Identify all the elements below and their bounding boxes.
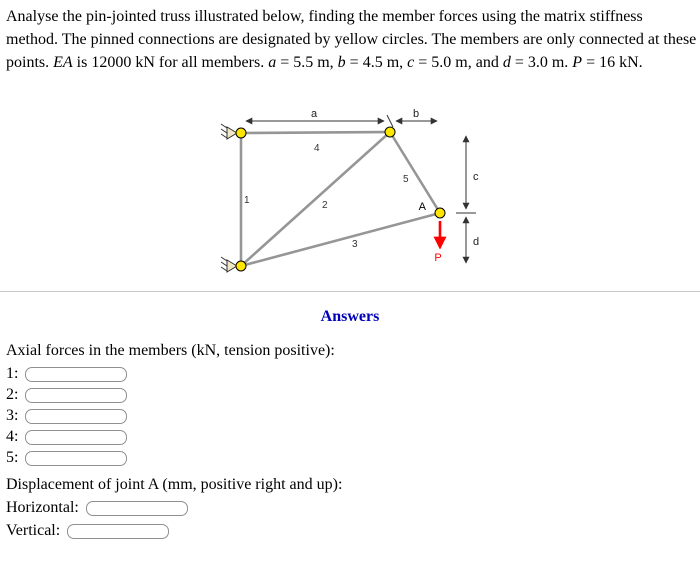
- problem-text-p: P: [572, 54, 583, 71]
- member-4-label: 4: [314, 143, 320, 154]
- member-2-answer-label: 2:: [6, 386, 19, 403]
- dim-d-label: d: [473, 236, 480, 248]
- dimension-a: [246, 115, 393, 127]
- joint-top-left: [236, 128, 246, 138]
- dim-b-label: b: [412, 108, 420, 120]
- member-1-label: 1: [244, 195, 250, 206]
- vertical-label: Vertical:: [6, 522, 61, 539]
- pin-support-bottom: [221, 257, 237, 272]
- problem-text: = 4.5 m,: [345, 54, 408, 71]
- horizontal-displacement-row: [6, 499, 188, 517]
- problem-statement: [6, 5, 697, 74]
- member-5-label: 5: [403, 174, 409, 185]
- member-force-row-5: [6, 449, 127, 467]
- dim-a-label: a: [310, 108, 318, 120]
- horizontal-displacement-input[interactable]: [86, 501, 188, 516]
- joint-a: [435, 208, 445, 218]
- member-force-row-3: [6, 407, 127, 425]
- problem-text: = 5.5 m,: [276, 54, 338, 71]
- member-1-force-input[interactable]: [25, 367, 127, 382]
- horizontal-label: Horizontal:: [6, 499, 79, 516]
- axial-forces-prompt: Axial forces in the members (kN, tension positive):: [6, 342, 335, 359]
- joint-bottom-left: [236, 261, 246, 271]
- member-force-row-2: [6, 386, 127, 404]
- member-5-answer-label: 5:: [6, 449, 19, 466]
- member-3-force-input[interactable]: [25, 409, 127, 424]
- member-4: [241, 132, 390, 133]
- member-5-force-input[interactable]: [25, 451, 127, 466]
- load-label: P: [434, 252, 442, 264]
- dim-c-label: c: [473, 171, 479, 183]
- vertical-displacement-row: [6, 522, 169, 540]
- member-3-answer-label: 3:: [6, 407, 19, 424]
- problem-text-a: a: [268, 54, 277, 71]
- vertical-displacement-input[interactable]: [67, 524, 169, 539]
- member-1-answer-label: 1:: [6, 365, 19, 382]
- member-force-row-1: [6, 365, 127, 383]
- problem-text-c: c: [407, 54, 415, 71]
- pin-support-top: [221, 124, 237, 139]
- joint-top-right: [385, 127, 395, 137]
- divider: [0, 291, 700, 292]
- truss-diagram: [195, 105, 495, 297]
- member-5: [390, 132, 440, 213]
- problem-text: is 12000 kN for all members.: [72, 54, 269, 71]
- truss-members: [241, 132, 440, 266]
- problem-text: = 3.0 m.: [510, 54, 573, 71]
- problem-text-ea: EA: [53, 54, 73, 71]
- problem-text: = 5.0 m, and: [414, 54, 503, 71]
- member-2-label: 2: [322, 200, 328, 211]
- problem-text: = 16 kN.: [582, 54, 643, 71]
- truss-joints: [236, 127, 445, 271]
- problem-text-d: d: [502, 54, 511, 71]
- member-3-label: 3: [352, 239, 358, 250]
- answers-heading: Answers: [320, 308, 380, 325]
- member-2-force-input[interactable]: [25, 388, 127, 403]
- member-4-answer-label: 4:: [6, 428, 19, 445]
- joint-a-label: A: [418, 201, 426, 213]
- member-force-row-4: [6, 428, 127, 446]
- problem-text: Analyse the pin-jointed truss illustrated below, finding the member forces using the matrix stiffness method. The pinned connections are designated by yellow circles. The members are only connected at these points.: [6, 8, 697, 71]
- displacement-prompt: Displacement of joint A (mm, positive right and up):: [6, 476, 343, 493]
- member-4-force-input[interactable]: [25, 430, 127, 445]
- problem-text-b: b: [337, 54, 346, 71]
